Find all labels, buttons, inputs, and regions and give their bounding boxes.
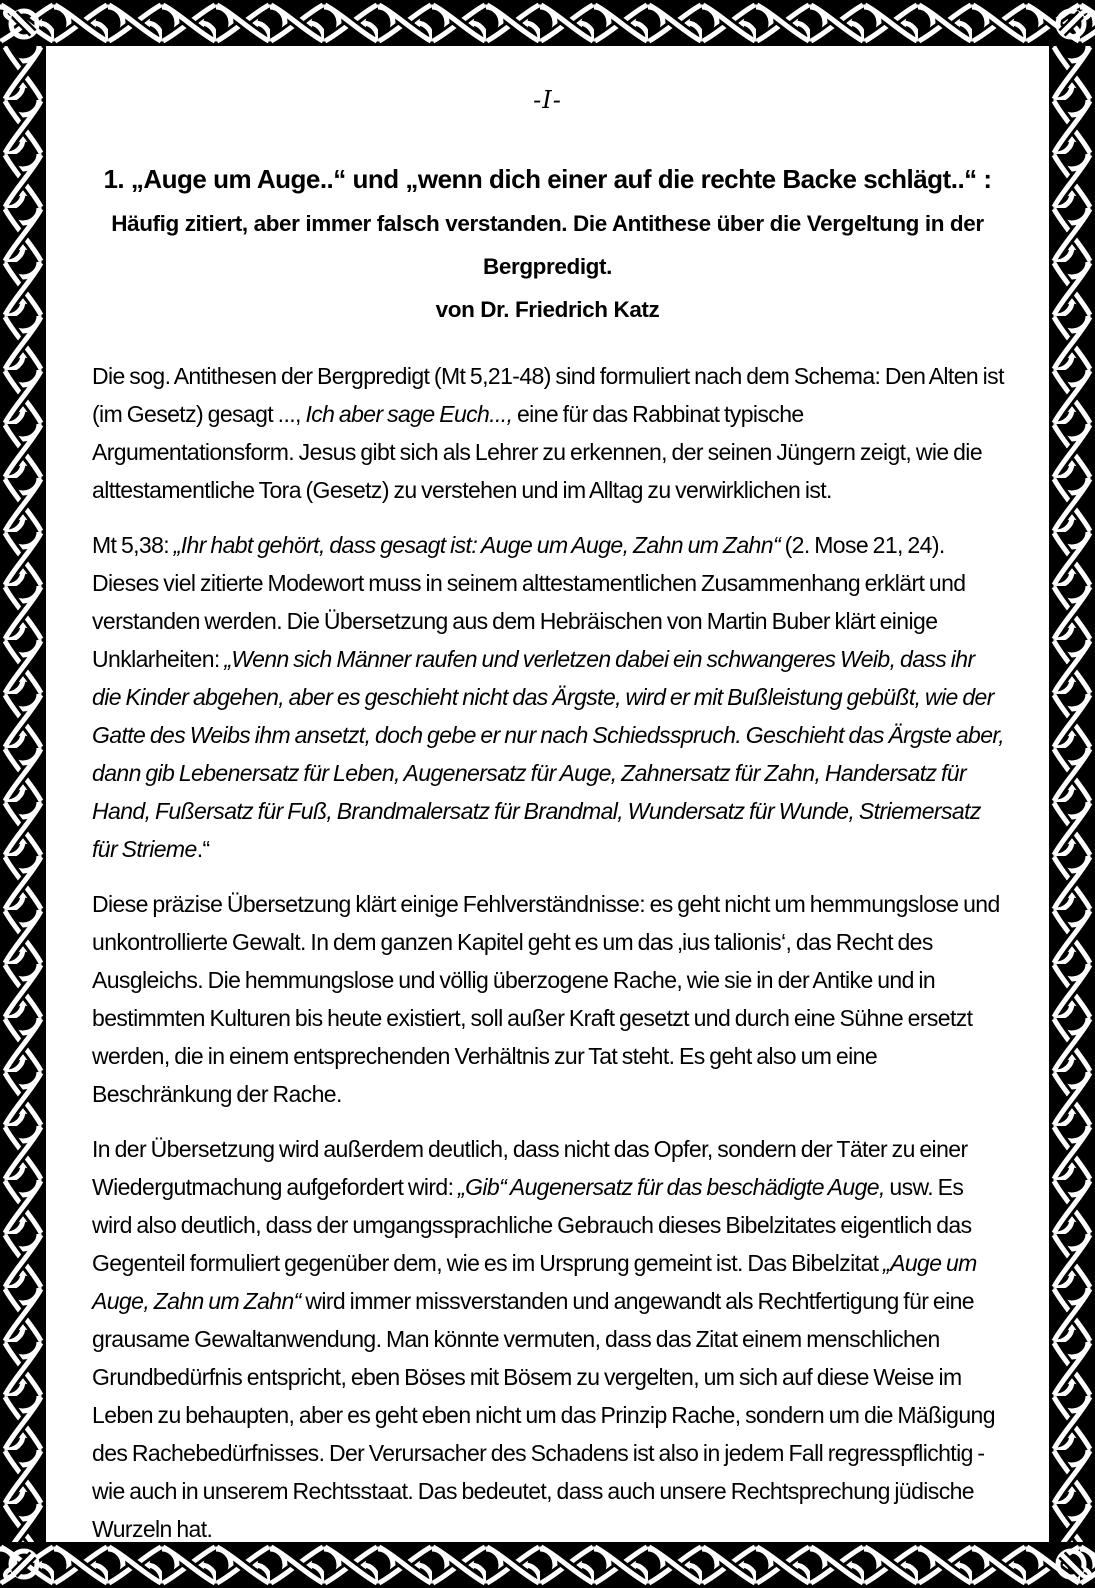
quote-run: Ich aber sage Euch..., (305, 401, 513, 427)
text-run: Diese präzise Übersetzung klärt einige Fehlverständnisse: es geht nicht um hemmungslose und unkontrollierte Gewalt. In dem ganzen Kapitel geht es um das ‚ius talionis‘, das Recht des Ausgleichs. Die hemmungslose und völlig überzogene Rache, wie sie in der Antike und in bestimmten Kulturen bis heute existiert, soll außer Kraft gesetzt und durch eine Sühne ersetzt werden, die in einem entsprechenden Verhältnis zur Tat steht. Es geht also um eine Beschränkung der Rache. (92, 891, 1000, 1107)
article-body (92, 357, 1005, 1548)
text-run: (2. Mose 21, 24). Dieses viel zitierte Modewort muss in seinem alttestamentlichen Zusammenhang erklärt und verstanden werden. Die Übersetzung aus dem Hebräischen von Martin Buber klärt einige Unklarheiten: (92, 532, 966, 672)
text-run: eine für das Rabbinat typische Argumentationsform. Jesus gibt sich als Lehrer zu erkennen, der seinen Jüngern zeigt, wie die alttestamentliche Tora (Gesetz) zu verstehen und im Alltag zu verwirklichen ist. (92, 401, 983, 503)
quote-run: „Gib“ Augenersatz für das beschädigte Auge, (458, 1174, 885, 1200)
paragraph (92, 885, 1005, 1113)
text-run: Mt 5,38: (92, 532, 174, 558)
paragraph (92, 1130, 1005, 1548)
quote-run: „Ihr habt gehört, dass gesagt ist: Auge um Auge, Zahn um Zahn“ (173, 532, 781, 558)
text-run: wird immer missverstanden und angewandt als Rechtfertigung für eine grausame Gewaltanwendung. Man könnte vermuten, dass das Zitat einem menschlichen Grundbedürfnis entspricht, eben Böses mit Bösem zu vergelten, um sich auf diese Weise im Leben zu behaupten, aber es geht eben nicht um das Prinzip Rache, sondern um die Mäßigung des Rachebedürfnisses. Der Verursacher des Schadens ist also in jedem Fall regresspflichtig -wie auch in unserem Rechtsstaat. Das bedeutet, dass auch unsere Rechtsprechung jüdische Wurzeln hat. (92, 1288, 995, 1542)
text-run: .“ (196, 836, 210, 862)
text-run: usw. Es wird also deutlich, dass der umgangssprachliche Gebrauch dieses Bibelzitates eigentlich das Gegenteil formuliert gegenüber dem, wie es im Ursprung gemeint ist. Das Bibelzitat (92, 1174, 972, 1276)
article-author: von Dr. Friedrich Katz (435, 297, 660, 322)
page-content (46, 46, 1049, 1542)
quote-run: „Wenn sich Männer raufen und verletzen dabei ein schwangeres Weib, dass ihr die Kinder abgehen, aber es geschieht nicht das Ärgste, wird er mit Bußleistung gebüßt, wie der Gatte des Weibs ihm ansetzt, doch gebe er nur nach Schiedsspruch. Geschieht das Ärgste aber, dann gib Lebenersatz für Leben, Augenersatz für Auge, Zahnersatz für Zahn, Handersatz für Hand, Fußersatz für Fuß, Brandmalersatz für Brandmal, Wundersatz für Wunde, Striemersatz für Strieme (92, 646, 1005, 862)
paragraph (92, 357, 1005, 509)
paragraph (92, 526, 1005, 868)
article-subtitle-line-2: Bergpredigt. (483, 254, 612, 279)
article-title: 1. „Auge um Auge..“ und „wenn dich einer auf die rechte Backe schlägt..“ : (103, 164, 992, 194)
article-subtitle-line-1: Häufig zitiert, aber immer falsch verstanden. Die Antithese über die Vergeltung in der (111, 211, 984, 236)
page-number: -I- (533, 86, 562, 114)
quote-run: „Auge um Auge, Zahn um Zahn“ (92, 1250, 977, 1314)
text-run: Die sog. Antithesen der Bergpredigt (Mt 5,21-48) sind formuliert nach dem Schema: Den Alten ist (im Gesetz) gesagt ..., (92, 363, 1004, 427)
text-run: In der Übersetzung wird außerdem deutlich, dass nicht das Opfer, sondern der Täter zu einer Wiedergutmachung aufgefordert wird: (92, 1136, 968, 1200)
